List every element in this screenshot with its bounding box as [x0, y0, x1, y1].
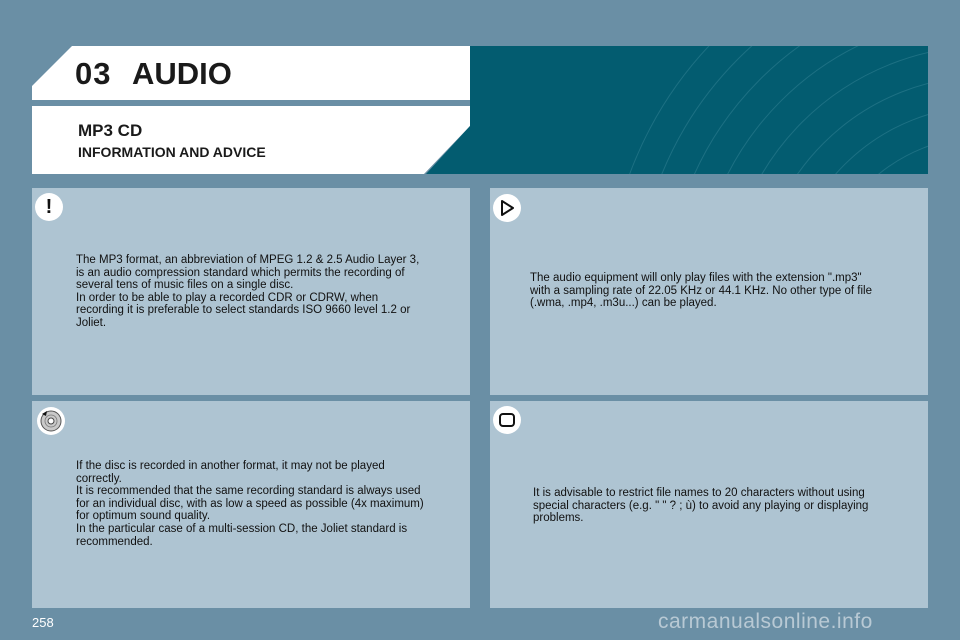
play-icon [493, 194, 521, 222]
panel-playable-files [490, 188, 928, 395]
info-icon [493, 406, 521, 434]
disc-icon [37, 407, 65, 435]
watermark: carmanualsonline.info [658, 610, 873, 633]
chapter-title: AUDIO [132, 56, 232, 91]
header-decoration [426, 46, 928, 174]
panel-mp3-format [32, 188, 470, 395]
recording-format-text: If the disc is recorded in another format, it may not be played correctly. It is recommended that the same recording standard is always used for an individual disc, with as low a speed as possible (4x maximum) for optimum sound quality. In the particular case of a multi-session CD, the Joliet standard is recommended. [76, 460, 424, 548]
panel-recording-format [32, 401, 470, 608]
section-title: MP3 CD [78, 121, 143, 140]
file-names-text: It is advisable to restrict file names to 20 characters without using special characters (e.g. " " ? ; ù) to avoid any playing or displaying problems. [533, 487, 869, 525]
warning-icon: ! [35, 193, 63, 221]
header-divider [32, 100, 470, 106]
page-number: 258 [32, 615, 54, 630]
decorative-arcs [426, 46, 928, 174]
playable-files-text: The audio equipment will only play files with the extension ".mp3" with a sampling rate of 22.05 KHz or 44.1 KHz. No other type of file (.wma, .mp4, .m3u...) can be played. [530, 272, 872, 310]
chapter-number: 03 [75, 56, 112, 91]
mp3-format-text: The MP3 format, an abbreviation of MPEG 1.2 & 2.5 Audio Layer 3, is an audio compression standard which permits the recording of several tens of music files on a single disc. In order to be able to play a recorded CDR or CDRW, when recording it is preferable to select standards ISO 9660 level 1.2 or Joliet. [76, 254, 420, 329]
section-subtitle: INFORMATION AND ADVICE [78, 144, 266, 160]
panel-file-names [490, 401, 928, 608]
